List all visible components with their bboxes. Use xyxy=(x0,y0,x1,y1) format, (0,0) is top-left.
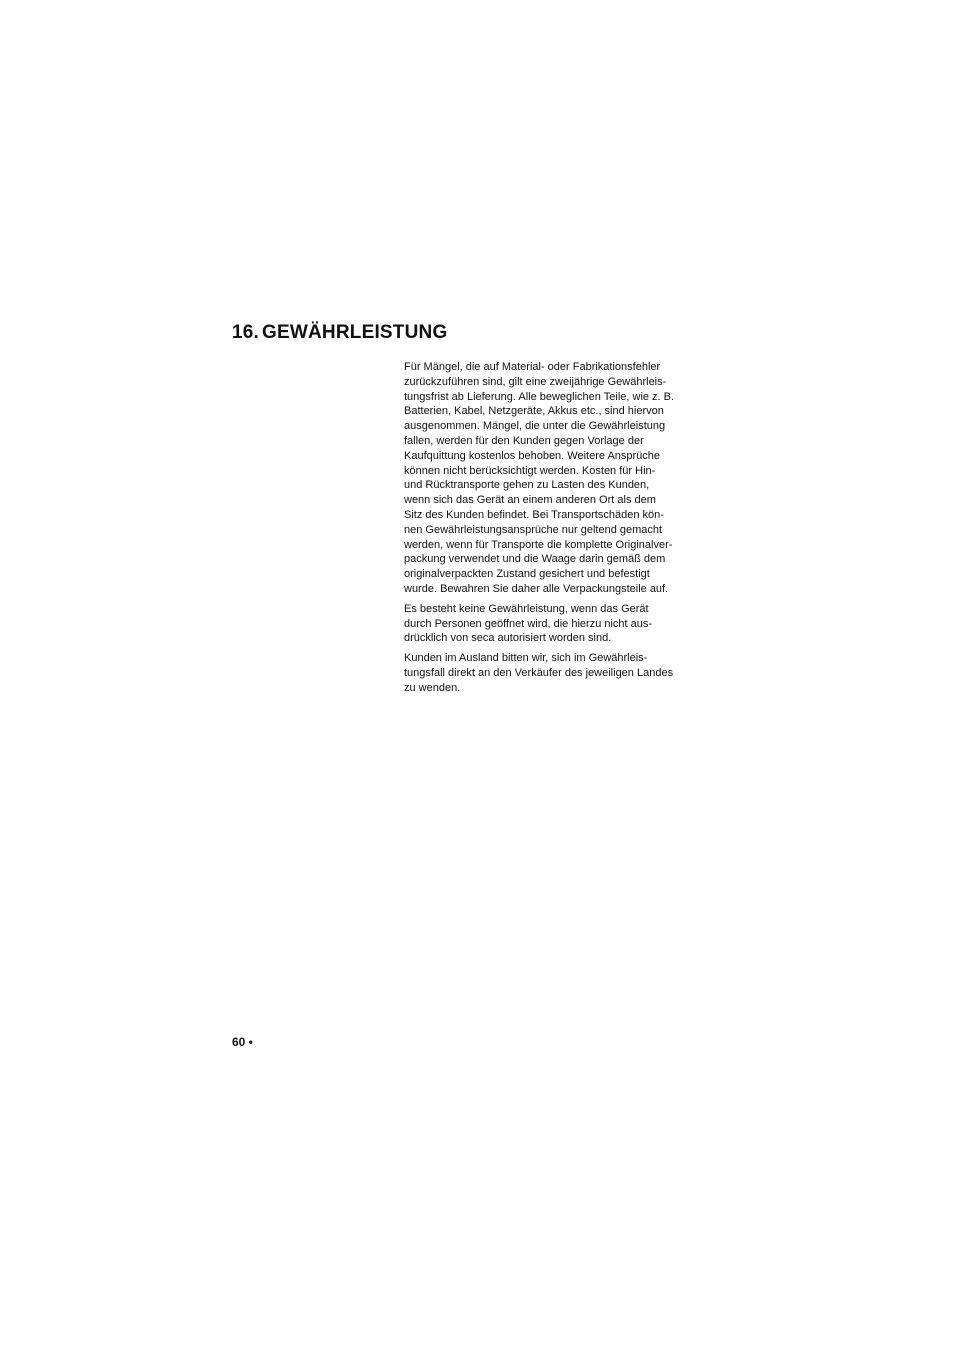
paragraph-foreign-customers xyxy=(404,651,704,695)
text-line: drücklich von seca autorisiert worden sind. xyxy=(404,632,612,645)
text-line: tungsfrist ab Lieferung. Alle beweglichen Teile, wie z. B. xyxy=(404,390,675,403)
text-line: Sitz des Kunden befindet. Bei Transportschäden kön- xyxy=(404,508,664,521)
text-line: durch Personen geöffnet wird, die hierzu nicht aus- xyxy=(404,617,653,630)
page-number: 60 • xyxy=(232,1035,253,1049)
text-line: können nicht berücksichtigt werden. Kosten für Hin- xyxy=(404,464,656,477)
text-line: werden, wenn für Transporte die komplette Originalver- xyxy=(404,538,673,551)
text-line: Kaufquittung kostenlos behoben. Weitere Ansprüche xyxy=(404,449,661,462)
text-line: wenn sich das Gerät an einem anderen Ort als dem xyxy=(404,494,656,507)
text-line: Kunden im Ausland bitten wir, sich im Gewährleis- xyxy=(404,652,648,665)
text-line: packung verwendet und die Waage darin gemäß dem xyxy=(404,553,666,566)
text-line: ausgenommen. Mängel, die unter die Gewährleistung xyxy=(404,420,666,433)
text-line: zurückzuführen sind, gilt eine zweijährige Gewährleis- xyxy=(404,375,667,388)
paragraph-no-warranty xyxy=(404,602,704,646)
section-title: GEWÄHRLEISTUNG xyxy=(262,322,448,343)
text-line: zu wenden. xyxy=(404,681,461,694)
section-heading xyxy=(232,322,447,344)
text-line: originalverpackten Zustand gesichert und befestigt xyxy=(404,568,650,581)
text-line: fallen, werden für den Kunden gegen Vorlage der xyxy=(404,434,644,447)
text-line: tungsfall direkt an den Verkäufer des jeweiligen Landes xyxy=(404,666,674,679)
section-number: 16. xyxy=(232,322,260,343)
body-text xyxy=(404,360,704,701)
text-line: Für Mängel, die auf Material- oder Fabrikationsfehler xyxy=(404,361,661,373)
paragraph-warranty-terms xyxy=(404,360,704,597)
text-line: wurde. Bewahren Sie daher alle Verpackungsteile auf. xyxy=(404,582,669,595)
text-line: Es besteht keine Gewährleistung, wenn das Gerät xyxy=(404,602,649,615)
text-line: und Rücktransporte gehen zu Lasten des Kunden, xyxy=(404,479,650,492)
text-line: nen Gewährleistungsansprüche nur geltend gemacht xyxy=(404,523,663,536)
text-line: Batterien, Kabel, Netzgeräte, Akkus etc., sind hiervon xyxy=(404,405,664,418)
